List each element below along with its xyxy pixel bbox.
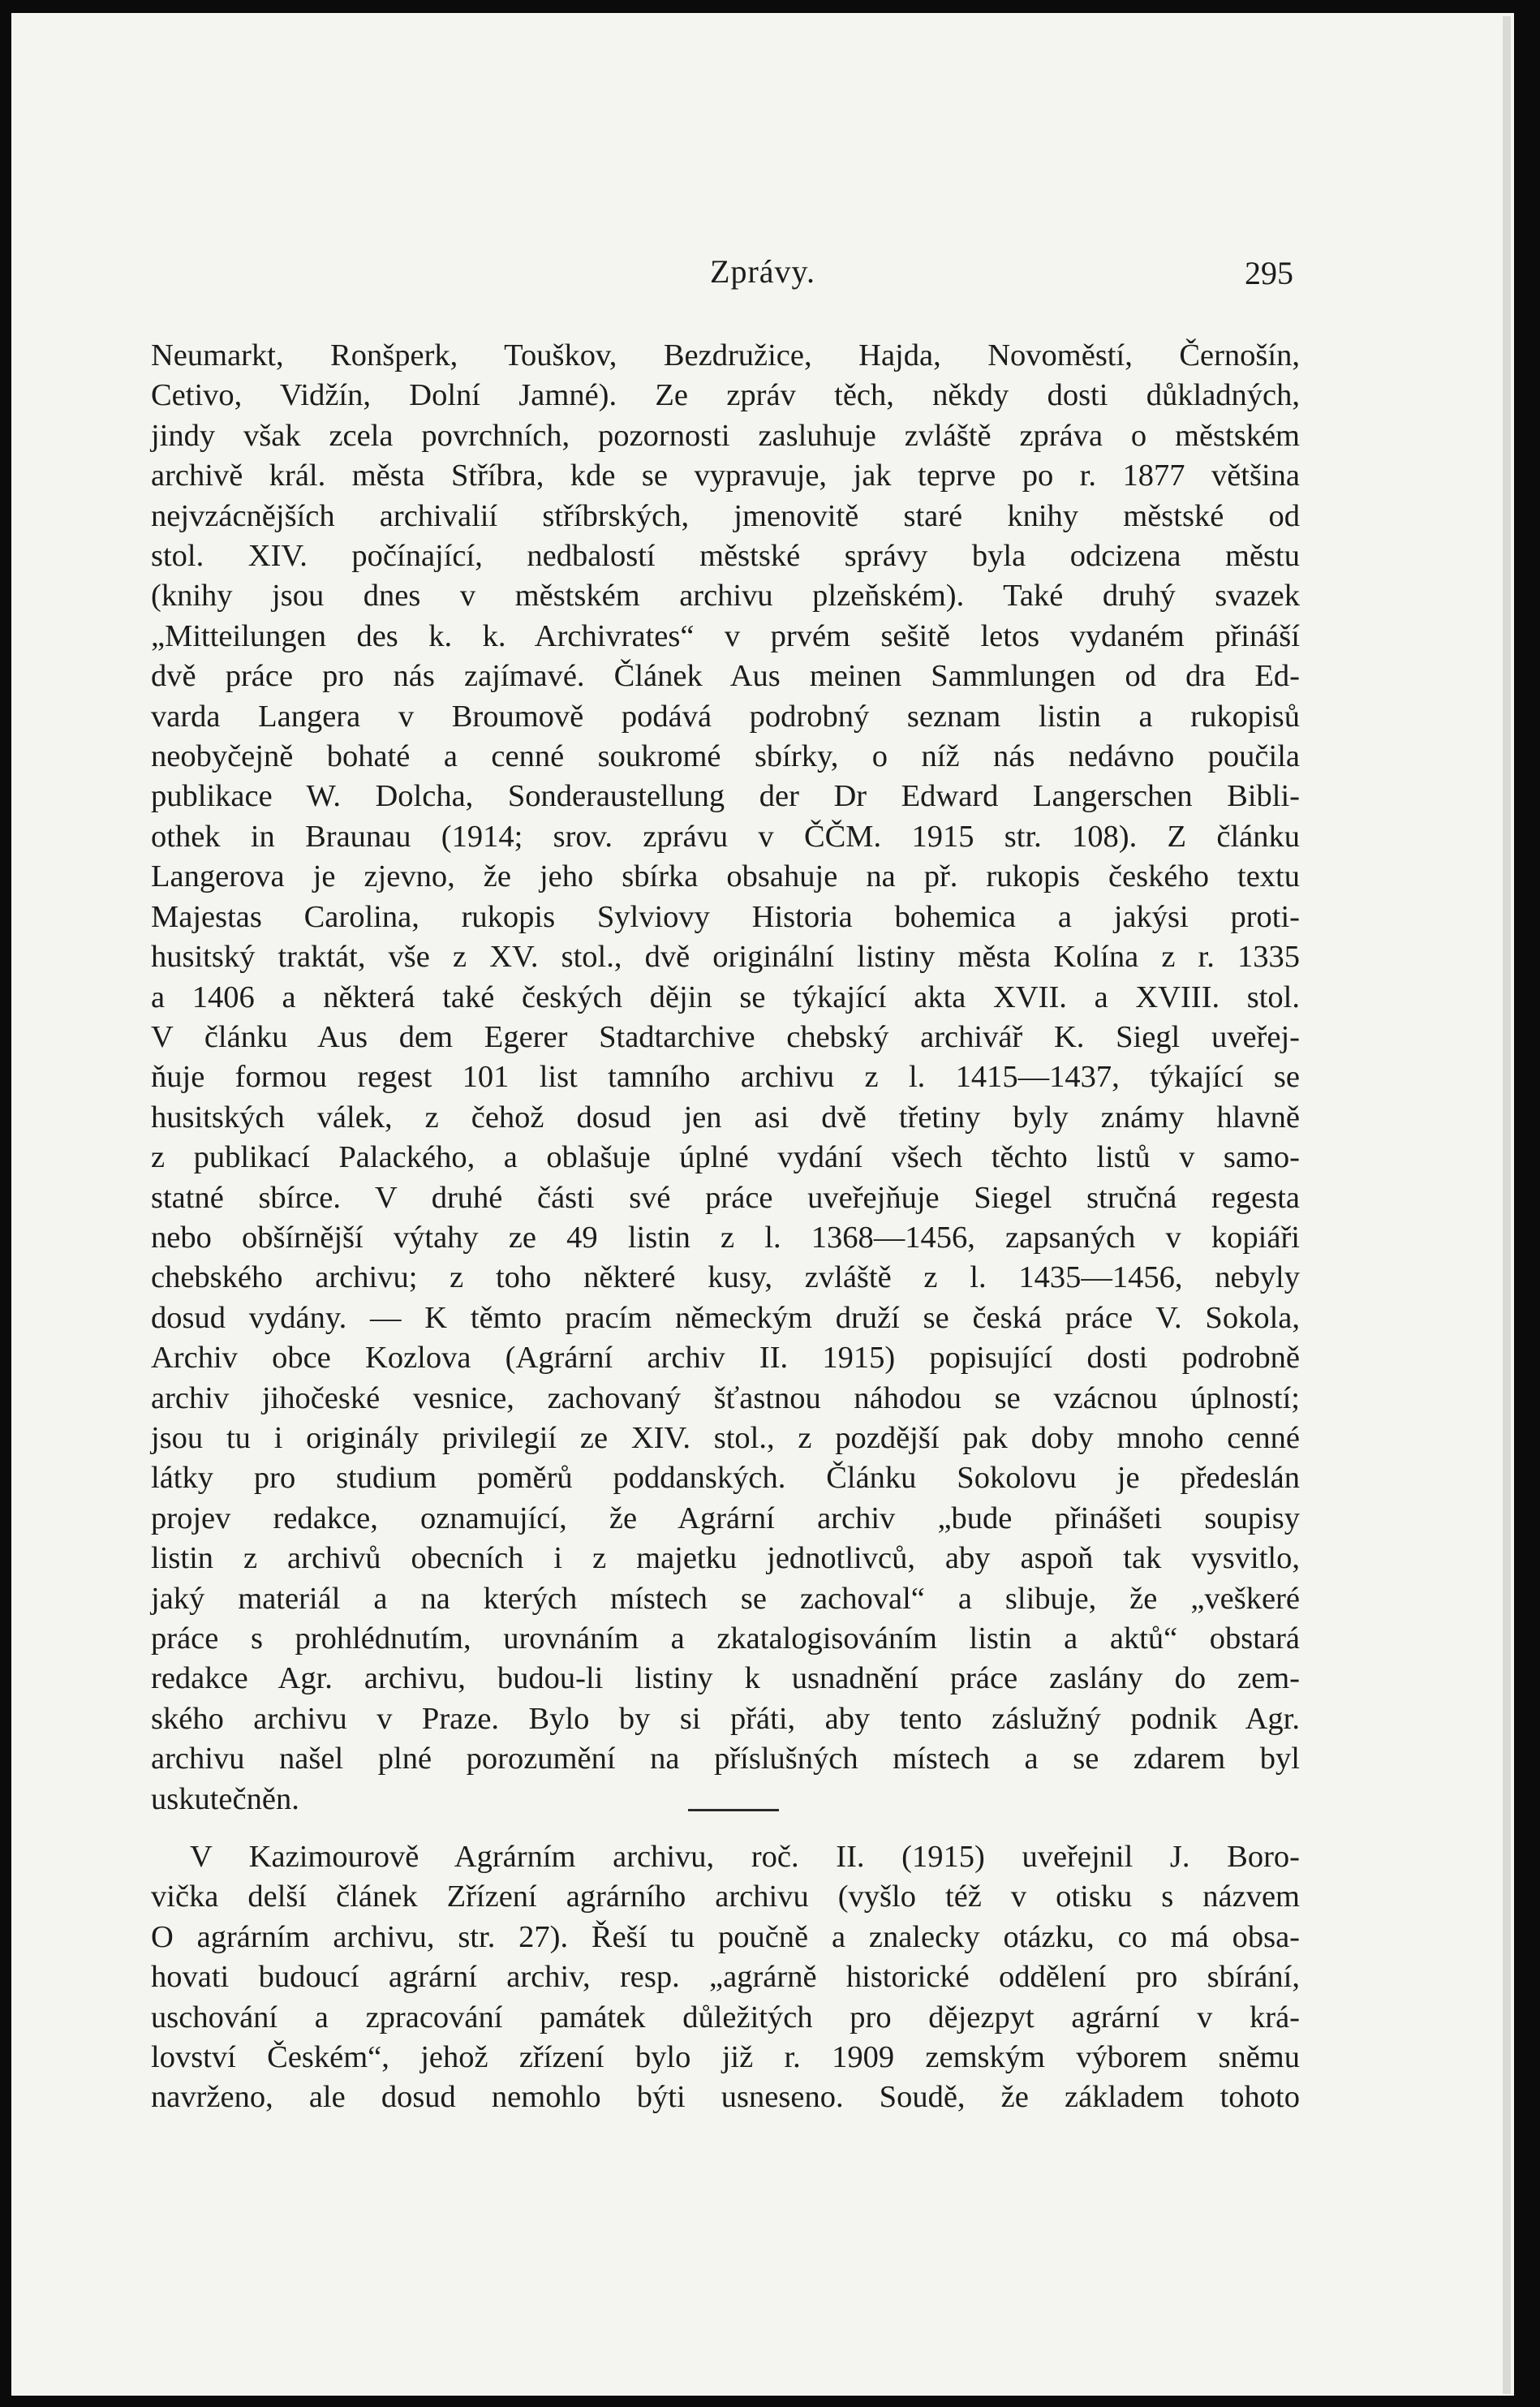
text-line: Langerova je zjevno, že jeho sbírka obsahuje na př. rukopis českého textu [151, 859, 1300, 894]
text-line: dvě práce pro nás zajímavé. Článek Aus meinen Sammlungen od dra Ed- [151, 659, 1300, 694]
text-line: publikace W. Dolcha, Sonderaustellung der Dr Edward Langerschen Bibli- [151, 779, 1300, 814]
text-line: V článku Aus dem Egerer Stadtarchive chebský archivář K. Siegl uveřej- [151, 1019, 1300, 1054]
text-line: a 1406 a některá také českých dějin se týkající akta XVII. a XVIII. stol. [151, 980, 1300, 1014]
text-line: Neumarkt, Ronšperk, Touškov, Bezdružice, Hajda, Novoměstí, Černošín, [151, 338, 1300, 372]
text-line: archivu našel plné porozumění na příslušných místech a se zdarem byl [151, 1742, 1300, 1776]
book-page [11, 13, 1514, 2396]
text-line: Majestas Carolina, rukopis Sylviovy Historia bohemica a jakýsi proti- [151, 899, 1300, 934]
text-line: husitských válek, z čehož dosud jen asi dvě třetiny byly známy hlavně [151, 1100, 1300, 1135]
text-line: archivě král. města Stříbra, kde se vypravuje, jak teprve po r. 1877 většina [151, 459, 1300, 493]
text-line: archiv jihočeské vesnice, zachovaný šťastnou náhodou se vzácnou úplností; [151, 1380, 1300, 1415]
text-line: O agrárním archivu, str. 27). Řeší tu poučně a znalecky otázku, co má obsa- [151, 1919, 1300, 1954]
text-line: nejvzácnějších archivalií stříbrských, jmenovitě staré knihy městské od [151, 498, 1300, 533]
text-line: „Mitteilungen des k. k. Archivrates“ v prvém sešitě letos vydaném přináší [151, 618, 1300, 653]
text-line: navrženo, ale dosud nemohlo býti usneseno. Soudě, že základem tohoto [151, 2080, 1300, 2115]
text-line: hovati budoucí agrární archiv, resp. „agrárně historické oddělení pro sbírání, [151, 1960, 1300, 1995]
paragraph-1 [151, 336, 1300, 1819]
text-line: Archiv obce Kozlova (Agrární archiv II. 1915) popisující dosti podrobně [151, 1341, 1300, 1376]
running-title: Zprávy. [710, 253, 815, 290]
paragraph-2 [151, 1837, 1300, 2118]
text-line: listin z archivů obecních i z majetku jednotlivců, aby aspoň tak vysvitlo, [151, 1541, 1300, 1576]
text-line: stol. XIV. počínající, nedbalostí městské správy byla odcizena městu [151, 539, 1300, 574]
page-edge [1503, 16, 1511, 2394]
text-line: uschování a zpracování památek důležitých pro dějezpyt agrární v krá- [151, 2000, 1300, 2035]
text-line: projev redakce, oznamující, že Agrární archiv „bude přinášeti soupisy [151, 1501, 1300, 1535]
text-line: statné sbírce. V druhé části své práce uveřejňuje Siegel stručná regesta [151, 1180, 1300, 1215]
text-line: (knihy jsou dnes v městském archivu plzeňském). Také druhý svazek [151, 579, 1300, 614]
text-line: dosud vydány. — K těmto pracím německým druží se česká práce V. Sokola, [151, 1300, 1300, 1335]
text-line: redakce Agr. archivu, budou-li listiny k usnadnění práce zaslány do zem- [151, 1661, 1300, 1696]
text-line: uskutečněn. [151, 1781, 299, 1816]
text-line: ňuje formou regest 101 list tamního archivu z l. 1415—1437, týkající se [151, 1060, 1300, 1095]
page-header [11, 252, 1514, 301]
text-line: chebského archivu; z toho některé kusy, zvláště z l. 1435—1456, nebyly [151, 1260, 1300, 1295]
text-line: V Kazimourově Agrárním archivu, roč. II. (1915) uveřejnil J. Boro- [190, 1840, 1300, 1874]
text-line: práce s prohlédnutím, urovnáním a zkatalogisováním listin a aktů“ obstará [151, 1621, 1300, 1656]
text-line: jindy však zcela povrchních, pozornosti zasluhuje zvláště zpráva o městském [151, 418, 1300, 453]
page-number: 295 [1245, 255, 1293, 291]
text-line: neobyčejně bohaté a cenné soukromé sbírky, o níž nás nedávno poučila [151, 739, 1300, 774]
text-line: othek in Braunau (1914; srov. zprávu v ČČM. 1915 str. 108). Z článku [151, 819, 1300, 854]
text-line: vička delší článek Zřízení agrárního archivu (vyšlo též v otisku s názvem [151, 1880, 1300, 1914]
text-line: husitský traktát, vše z XV. stol., dvě originální listiny města Kolína z r. 1335 [151, 940, 1300, 975]
text-line: z publikací Palackého, a oblašuje úplné vydání všech těchto listů v samo- [151, 1140, 1300, 1175]
text-line: nebo obšírnější výtahy ze 49 listin z l. 1368—1456, zapsaných v kopiáři [151, 1220, 1300, 1255]
text-line: jaký materiál a na kterých místech se zachoval“ a slibuje, že „veškeré [151, 1581, 1300, 1616]
section-divider [688, 1809, 779, 1811]
text-line: varda Langera v Broumově podává podrobný seznam listin a rukopisů [151, 699, 1300, 734]
text-line: látky pro studium poměrů poddanských. Článku Sokolovu je předeslán [151, 1461, 1300, 1496]
text-line: jsou tu i originály privilegií ze XIV. stol., z pozdější pak doby mnoho cenné [151, 1420, 1300, 1455]
text-line: ského archivu v Praze. Bylo by si přáti, aby tento záslužný podnik Agr. [151, 1701, 1300, 1736]
text-line: lovství Českém“, jehož zřízení bylo již r. 1909 zemským výborem sněmu [151, 2040, 1300, 2075]
text-line: Cetivo, Vidžín, Dolní Jamné). Ze zpráv těch, někdy dosti důkladných, [151, 378, 1300, 413]
